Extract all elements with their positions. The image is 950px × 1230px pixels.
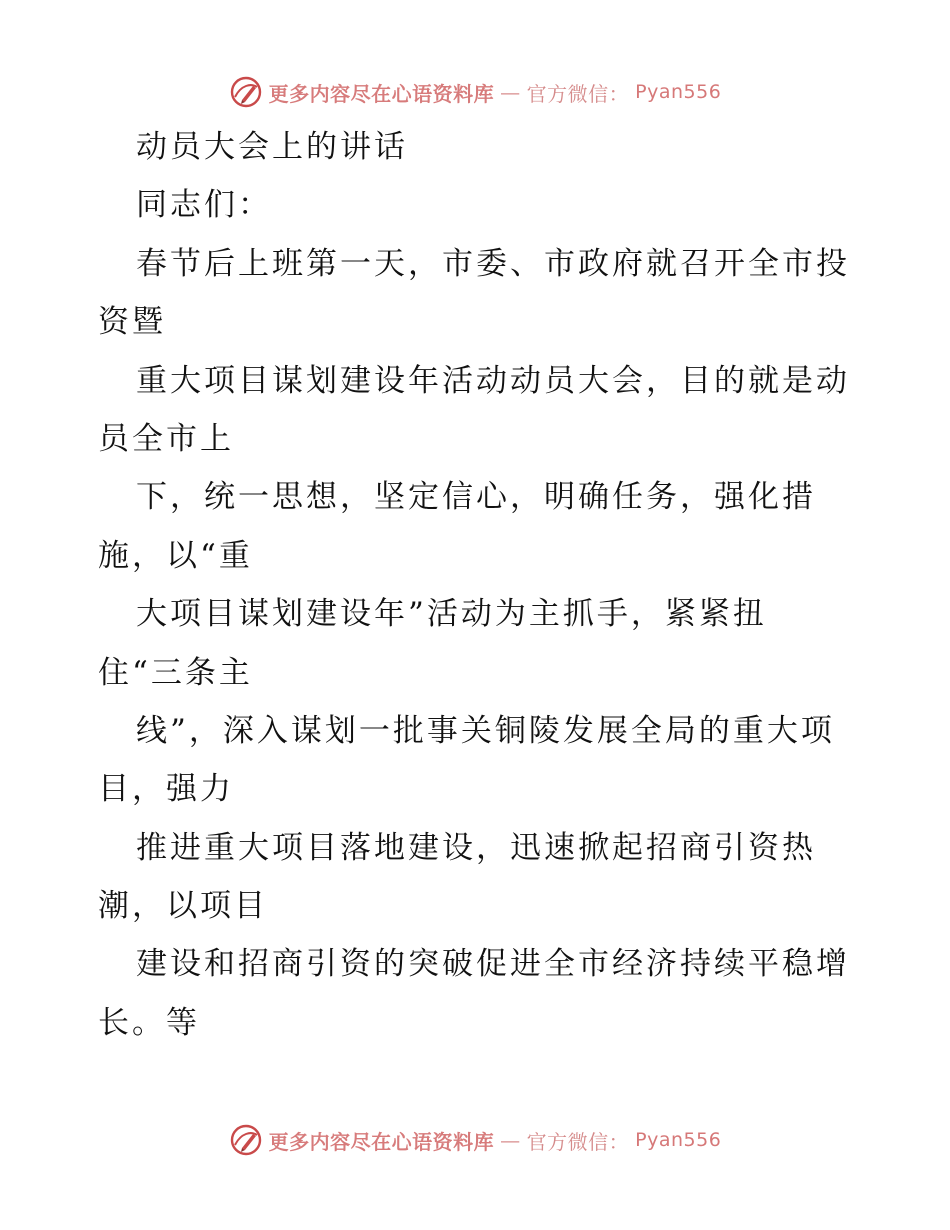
doc-line: 重大项目谋划建设年活动动员大会，目的就是动 bbox=[136, 362, 850, 399]
doc-line: 动员大会上的讲话 bbox=[136, 129, 408, 165]
doc-line: 目，强力 bbox=[98, 771, 234, 808]
doc-line: 同志们： bbox=[136, 187, 272, 224]
doc-line: 住“三条主 bbox=[98, 654, 253, 691]
doc-line: 线”，深入谋划一批事关铜陵发展全局的重大项 bbox=[136, 712, 835, 749]
doc-line: 长。等 bbox=[98, 1004, 200, 1041]
footer-watermark bbox=[0, 1120, 950, 1160]
watermark-wechat-label: 官方微信： bbox=[526, 81, 630, 106]
watermark-dash: — bbox=[500, 80, 521, 104]
watermark-wechat-label: 官方微信： bbox=[526, 1129, 630, 1154]
doc-line: 推进重大项目落地建设，迅速掀起招商引资热 bbox=[136, 829, 816, 866]
watermark-wechat-id: Pyan556 bbox=[635, 81, 722, 103]
header-watermark bbox=[0, 72, 950, 112]
watermark-site-name: 更多内容尽在心语资料库 bbox=[268, 81, 495, 106]
doc-line: 员全市上 bbox=[98, 420, 234, 457]
doc-line: 施，以“重 bbox=[98, 537, 253, 574]
red-pen-circle-logo-icon bbox=[229, 1123, 263, 1157]
red-pen-circle-logo-icon bbox=[229, 75, 263, 109]
doc-line: 下，统一思想，坚定信心，明确任务，强化措 bbox=[136, 479, 816, 516]
doc-line: 潮，以项目 bbox=[98, 888, 268, 925]
watermark-dash: — bbox=[500, 1128, 521, 1152]
doc-line: 春节后上班第一天，市委、市政府就召开全市投 bbox=[136, 245, 850, 282]
doc-line: 资暨 bbox=[98, 304, 166, 341]
watermark-site-name: 更多内容尽在心语资料库 bbox=[268, 1129, 495, 1154]
doc-line: 大项目谋划建设年”活动为主抓手，紧紧扭 bbox=[136, 596, 767, 633]
document-body bbox=[98, 118, 858, 1052]
doc-line: 建设和招商引资的突破促进全市经济持续平稳增 bbox=[136, 946, 850, 983]
watermark-wechat-id: Pyan556 bbox=[635, 1129, 722, 1151]
